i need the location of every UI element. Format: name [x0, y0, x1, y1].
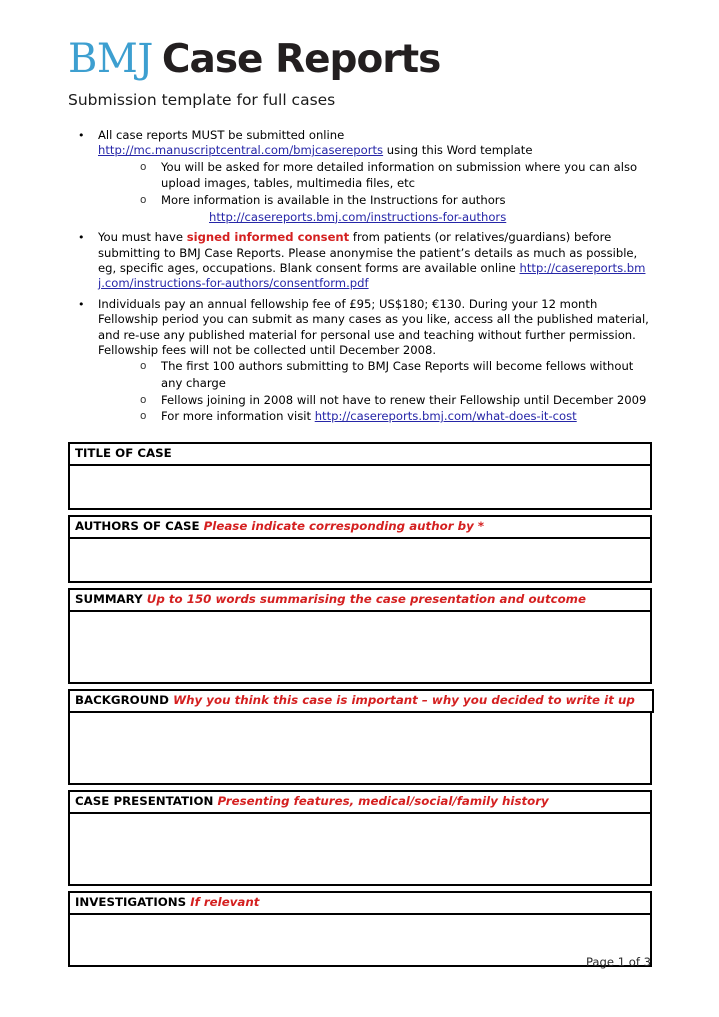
masthead: [68, 38, 651, 86]
sub-bullet-marker-icon: o: [140, 410, 147, 423]
bullet-marker-icon: •: [78, 297, 85, 311]
consent-form-link[interactable]: http://casereports.bmj.com/instructions-for-authors/consentform.pdf: [98, 261, 646, 291]
section-hint: Up to 150 words summarising the case presentation and outcome: [146, 591, 586, 606]
bullet-marker-icon: •: [78, 231, 85, 245]
form-section-background: [68, 689, 652, 785]
page-footer: Page 1 of 3: [585, 955, 651, 969]
bullet-line-1: All case reports MUST be submitted online: [98, 128, 345, 142]
section-input-area[interactable]: [68, 539, 652, 583]
sub-list: [98, 358, 651, 424]
section-input-area[interactable]: [68, 814, 652, 886]
section-input-area[interactable]: [68, 612, 652, 684]
list-item: [68, 230, 651, 292]
section-label: SUMMARY: [75, 591, 143, 606]
section-header: [68, 891, 652, 915]
case-reports-logo-text: Case Reports: [161, 37, 441, 82]
bullet-line-2-tail: using this Word template: [383, 143, 533, 158]
section-label: TITLE OF CASE: [75, 445, 172, 460]
sub-list: [98, 159, 651, 225]
consent-text-post: from patients (or relatives/guardians) before submitting to BMJ Case Reports. Please anonymise the patient’s details as much as possible, eg, specific ages, occupations. Blank consent forms are available online: [98, 230, 638, 275]
section-label: INVESTIGATIONS: [75, 894, 187, 909]
section-label: AUTHORS OF CASE: [75, 518, 200, 533]
list-item: [68, 128, 651, 225]
list-item: [68, 297, 651, 425]
page-title: Submission template for full cases: [68, 91, 336, 109]
sub-bullet-marker-icon: o: [140, 360, 147, 373]
sub-item-text: More information is available in the Instructions for authors: [161, 193, 506, 207]
section-input-area[interactable]: [68, 915, 652, 967]
section-input-area[interactable]: [68, 466, 652, 510]
bullet-text: [98, 230, 651, 292]
bullet-marker-icon: •: [78, 129, 85, 142]
sub-item-text: You will be asked for more detailed information on submission where you can also upload images, tables, multimedia files, etc: [161, 159, 638, 191]
submission-form-table: [68, 442, 652, 967]
bullet-text: Individuals pay an annual fellowship fee of £95; US$180; €130. During your 12 month Fellowship period you can submit as many cases as you like, access all the published material, and re-use any published material for personal use and teaching without further permission. Fellowship fees will not be collected until December 2008.: [98, 296, 649, 358]
section-hint: Please indicate corresponding author by *: [203, 518, 485, 533]
form-section-investigations: [68, 891, 652, 967]
sub-list-item: [98, 358, 651, 391]
sub-list-item: [98, 408, 651, 425]
sub-item-text: The first 100 authors submitting to BMJ Case Reports will become fellows without any charge: [161, 359, 634, 391]
signed-informed-consent-emphasis: signed informed consent: [186, 230, 350, 245]
sub-list-item: [98, 159, 651, 192]
form-section-summary: [68, 588, 652, 684]
section-hint: Presenting features, medical/social/family history: [217, 793, 549, 808]
section-header: [68, 790, 652, 814]
sub-list-item: [98, 392, 651, 409]
section-header: [68, 588, 652, 612]
form-section-title-of-case: [68, 442, 652, 510]
section-input-area[interactable]: [68, 713, 652, 785]
section-header: [68, 515, 652, 539]
section-header: [68, 689, 654, 713]
sub-item-link-line: [161, 209, 651, 226]
sub-bullet-marker-icon: o: [140, 393, 147, 406]
sub-bullet-marker-icon: o: [140, 194, 147, 206]
section-label: CASE PRESENTATION: [75, 793, 214, 808]
intro-list: [68, 128, 651, 425]
what-does-it-cost-link[interactable]: http://casereports.bmj.com/what-does-it-cost: [314, 409, 577, 424]
form-section-case-presentation: [68, 790, 652, 886]
section-header: [68, 442, 652, 466]
bmj-logo-text: BMJ: [68, 36, 153, 82]
sub-item-text: [161, 408, 651, 425]
bullet-text: [98, 128, 651, 159]
sub-item-text: Fellows joining in 2008 will not have to renew their Fellowship until December 2009: [161, 392, 647, 407]
sub-bullet-marker-icon: o: [140, 160, 147, 173]
instructions-for-authors-link[interactable]: http://casereports.bmj.com/instructions-for-authors: [209, 209, 507, 224]
section-hint: If relevant: [190, 894, 260, 909]
section-label: BACKGROUND: [75, 692, 169, 707]
section-hint: Why you think this case is important – why you decided to write it up: [173, 692, 635, 707]
form-section-authors-of-case: [68, 515, 652, 583]
manuscript-central-link[interactable]: http://mc.manuscriptcentral.com/bmjcasereports: [98, 143, 384, 158]
sub-item-label: For more information visit: [161, 409, 315, 424]
sub-list-item: [98, 192, 651, 225]
consent-text-pre: You must have: [98, 230, 187, 245]
